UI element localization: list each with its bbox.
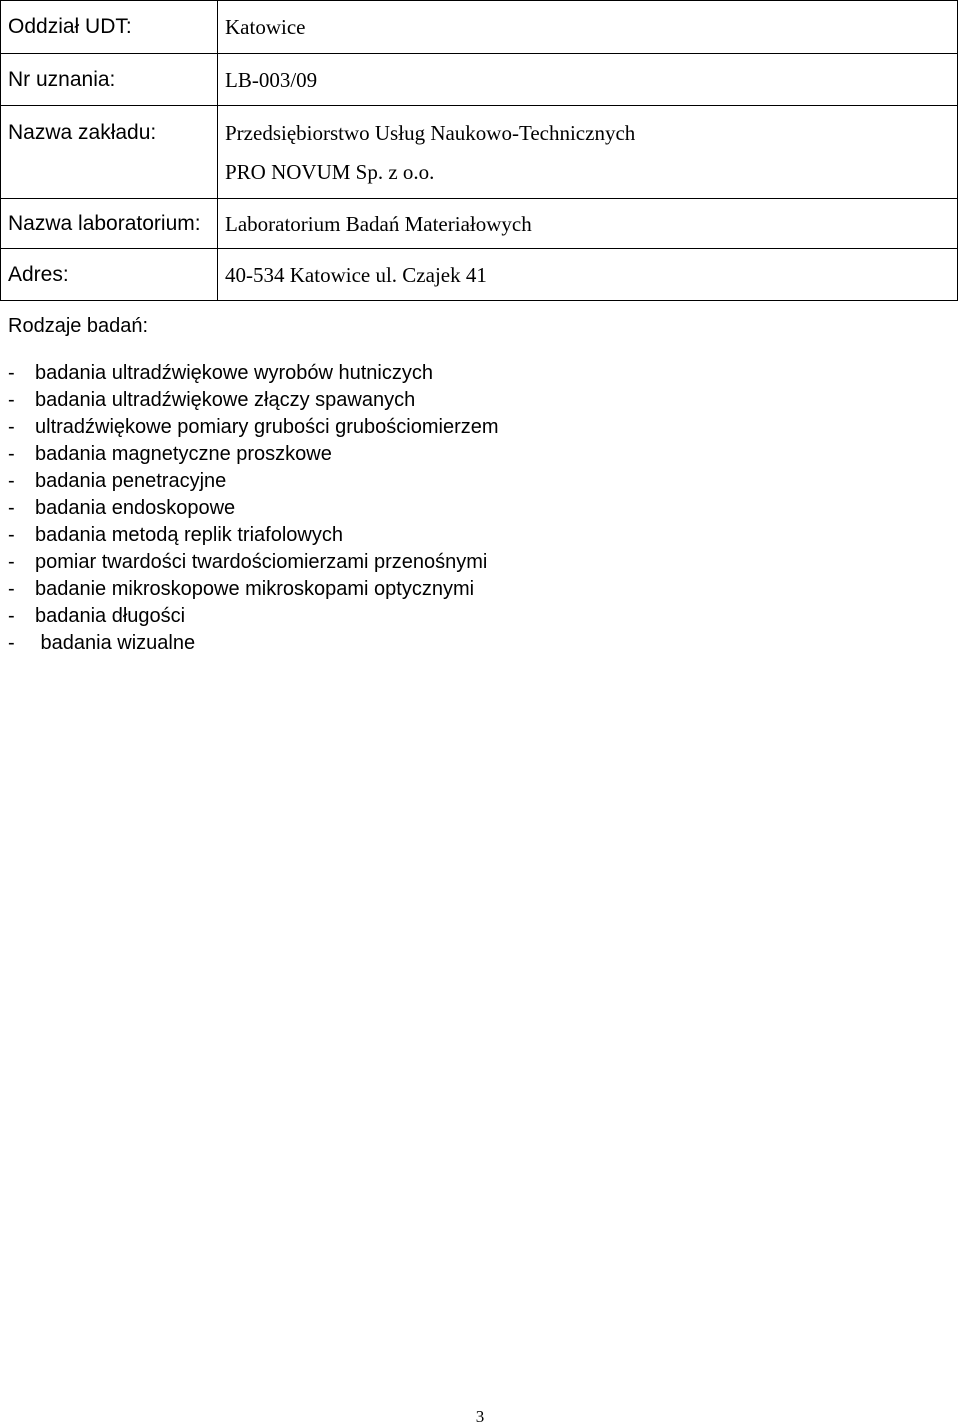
page-number: 3	[475, 1407, 485, 1426]
list-item-text: badania magnetyczne proszkowe	[35, 443, 332, 465]
list-dash: -	[8, 605, 15, 627]
row-adres	[1, 249, 958, 301]
nazwa-laboratorium-value: Laboratorium Badań Materiałowych	[218, 199, 958, 249]
nazwa-zakladu-label: Nazwa zakładu:	[1, 106, 218, 199]
list-item	[8, 630, 499, 657]
list-item	[8, 576, 499, 603]
list-item	[8, 522, 499, 549]
list-dash: -	[8, 497, 15, 519]
list-item	[8, 549, 499, 576]
list-dash: -	[8, 524, 15, 546]
nr-uznania-label: Nr uznania:	[1, 54, 218, 106]
nr-uznania-value: LB-003/09	[218, 54, 958, 106]
adres-value: 40-534 Katowice ul. Czajek 41	[218, 249, 958, 301]
oddzial-label: Oddział UDT:	[1, 1, 218, 54]
list-item-text: badania długości	[35, 605, 186, 627]
list-item-text: badania metodą replik triafolowych	[35, 524, 343, 546]
list-item-text: badania penetracyjne	[35, 470, 227, 492]
nazwa-zakladu-line2: PRO NOVUM Sp. z o.o.	[225, 160, 435, 184]
list-dash: -	[8, 416, 15, 438]
list-dash: -	[8, 632, 15, 654]
list-item-text: badania ultradźwiękowe złączy spawanych	[35, 389, 416, 411]
oddzial-value: Katowice	[218, 1, 958, 54]
info-table	[0, 0, 958, 301]
list-item-text: badania ultradźwiękowe wyrobów hutniczych	[35, 362, 433, 384]
row-nr-uznania	[1, 54, 958, 106]
list-item-text: ultradźwiękowe pomiary grubości grubościomierzem	[35, 416, 499, 438]
list-dash: -	[8, 578, 15, 600]
list-item-text: badanie mikroskopowe mikroskopami optycznymi	[35, 578, 475, 600]
tests-list	[8, 360, 499, 657]
adres-label: Adres:	[1, 249, 218, 301]
row-oddzial	[1, 1, 958, 54]
nazwa-zakladu-line1: Przedsiębiorstwo Usług Naukowo-Technicznych	[225, 121, 636, 145]
row-nazwa-laboratorium	[1, 199, 958, 249]
list-item	[8, 603, 499, 630]
list-dash: -	[8, 470, 15, 492]
list-item	[8, 414, 499, 441]
list-item	[8, 360, 499, 387]
list-item-text: badania endoskopowe	[35, 497, 236, 519]
nazwa-zakladu-value	[218, 106, 958, 199]
list-item	[8, 468, 499, 495]
list-dash: -	[8, 551, 15, 573]
list-dash: -	[8, 389, 15, 411]
list-item-text: pomiar twardości twardościomierzami przenośnymi	[35, 551, 488, 573]
list-dash: -	[8, 443, 15, 465]
list-item-text: badania wizualne	[35, 632, 196, 654]
list-dash: -	[8, 362, 15, 384]
list-item	[8, 441, 499, 468]
nazwa-laboratorium-label: Nazwa laboratorium:	[1, 199, 218, 249]
list-item	[8, 495, 499, 522]
row-nazwa-zakladu	[1, 106, 958, 199]
tests-title: Rodzaje badań:	[8, 315, 149, 337]
list-item	[8, 387, 499, 414]
